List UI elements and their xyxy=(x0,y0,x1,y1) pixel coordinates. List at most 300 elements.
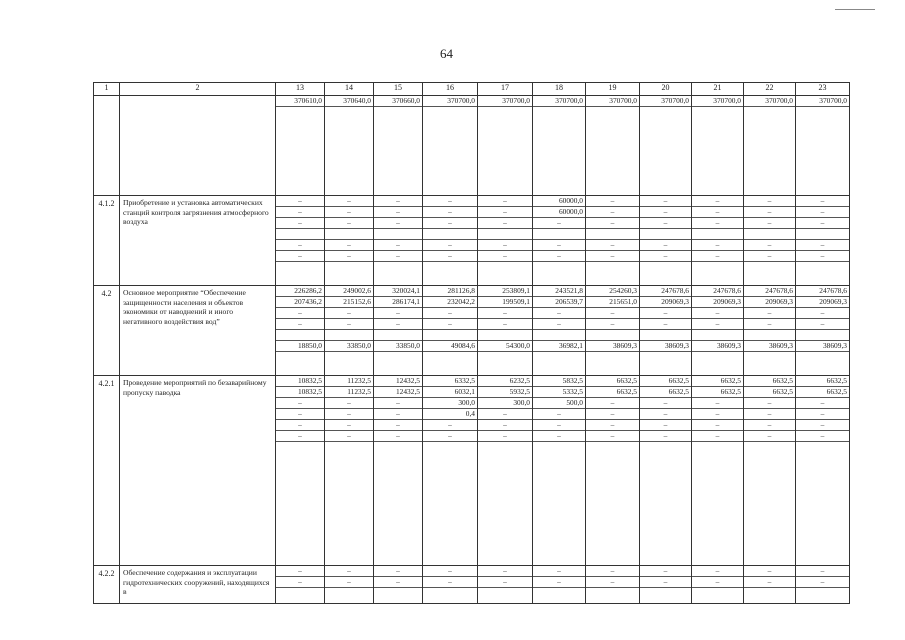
row-code xyxy=(94,96,120,196)
value-line: – xyxy=(586,409,639,420)
value-line: – xyxy=(533,240,585,251)
value-line: 209069,3 xyxy=(692,297,743,308)
value-line: – xyxy=(478,196,532,207)
value-line: – xyxy=(374,431,422,442)
value-cell xyxy=(533,96,586,196)
value-line: – xyxy=(586,577,639,588)
value-line: 6632,5 xyxy=(640,376,691,387)
value-line xyxy=(640,330,691,341)
value-line: – xyxy=(744,218,795,229)
value-cell xyxy=(640,376,692,566)
value-cell xyxy=(423,286,478,376)
value-line: 38609,3 xyxy=(692,341,743,352)
value-line: – xyxy=(276,218,324,229)
value-line: – xyxy=(744,420,795,431)
value-line: – xyxy=(325,207,373,218)
value-line: – xyxy=(325,218,373,229)
value-line: – xyxy=(423,218,477,229)
value-line xyxy=(796,330,849,341)
value-cell xyxy=(374,196,423,286)
value-line: – xyxy=(374,566,422,577)
value-cell xyxy=(586,376,640,566)
value-line: – xyxy=(276,566,324,577)
value-cell xyxy=(586,96,640,196)
value-line: – xyxy=(325,251,373,262)
value-cell xyxy=(325,376,374,566)
value-line: 0,4 xyxy=(423,409,477,420)
value-line: – xyxy=(533,431,585,442)
value-line: 320024,1 xyxy=(374,286,422,297)
value-line xyxy=(586,330,639,341)
value-line: – xyxy=(796,196,849,207)
value-cell xyxy=(586,286,640,376)
value-line: – xyxy=(640,196,691,207)
value-line: – xyxy=(325,431,373,442)
value-line: 5932,5 xyxy=(478,387,532,398)
value-line: – xyxy=(796,251,849,262)
value-line: 215152,6 xyxy=(325,297,373,308)
value-line: – xyxy=(325,566,373,577)
value-line: 243521,8 xyxy=(533,286,585,297)
value-cell xyxy=(374,96,423,196)
value-cell xyxy=(478,286,533,376)
value-line: 38609,3 xyxy=(640,341,691,352)
value-cell xyxy=(423,196,478,286)
value-line: – xyxy=(533,308,585,319)
value-line xyxy=(374,229,422,240)
value-line: 253809,1 xyxy=(478,286,532,297)
value-line: – xyxy=(423,577,477,588)
column-header: 19 xyxy=(586,83,640,96)
value-line xyxy=(640,229,691,240)
value-line: – xyxy=(586,420,639,431)
value-line: – xyxy=(325,420,373,431)
value-line: 199509,1 xyxy=(478,297,532,308)
value-line: – xyxy=(533,577,585,588)
value-line: – xyxy=(640,251,691,262)
value-line: 249002,6 xyxy=(325,286,373,297)
value-line: – xyxy=(744,207,795,218)
value-line: – xyxy=(744,308,795,319)
value-line: 254260,3 xyxy=(586,286,639,297)
row-code: 4.2 xyxy=(94,286,120,376)
budget-table xyxy=(93,82,850,604)
value-line: – xyxy=(276,251,324,262)
value-line: – xyxy=(423,207,477,218)
value-cell xyxy=(744,286,796,376)
value-line: 247678,6 xyxy=(692,286,743,297)
value-line: – xyxy=(374,207,422,218)
value-line: – xyxy=(533,218,585,229)
value-line: – xyxy=(586,566,639,577)
value-line: 38609,3 xyxy=(586,341,639,352)
value-cell xyxy=(796,566,850,604)
value-cell xyxy=(586,566,640,604)
value-line: 12432,5 xyxy=(374,387,422,398)
value-cell xyxy=(276,566,325,604)
value-line: 6232,5 xyxy=(478,376,532,387)
value-cell xyxy=(796,376,850,566)
value-line: 370700,0 xyxy=(744,96,795,107)
value-cell xyxy=(325,286,374,376)
value-line: – xyxy=(796,420,849,431)
value-line: 370660,0 xyxy=(374,96,422,107)
value-cell xyxy=(744,566,796,604)
row-name xyxy=(120,96,276,196)
column-header: 1 xyxy=(94,83,120,96)
value-line: – xyxy=(744,251,795,262)
value-line: – xyxy=(692,196,743,207)
value-line: 209069,3 xyxy=(640,297,691,308)
value-line: – xyxy=(478,577,532,588)
value-cell xyxy=(276,96,325,196)
value-line: – xyxy=(744,398,795,409)
value-line: – xyxy=(586,196,639,207)
value-line: – xyxy=(374,308,422,319)
column-header: 16 xyxy=(423,83,478,96)
value-line: 281126,8 xyxy=(423,286,477,297)
value-line: – xyxy=(374,577,422,588)
value-cell xyxy=(692,96,744,196)
column-header: 15 xyxy=(374,83,423,96)
value-cell xyxy=(796,286,850,376)
value-line: – xyxy=(640,409,691,420)
column-header: 20 xyxy=(640,83,692,96)
value-line: 206539,7 xyxy=(533,297,585,308)
value-cell xyxy=(325,96,374,196)
value-line: 6632,5 xyxy=(692,387,743,398)
value-line: – xyxy=(744,240,795,251)
value-line: – xyxy=(692,409,743,420)
value-line: 500,0 xyxy=(533,398,585,409)
value-line: – xyxy=(478,431,532,442)
value-cell xyxy=(325,566,374,604)
value-line: – xyxy=(744,566,795,577)
value-line: 370700,0 xyxy=(423,96,477,107)
value-line: 370700,0 xyxy=(478,96,532,107)
value-line: – xyxy=(478,207,532,218)
value-line xyxy=(744,229,795,240)
value-line xyxy=(533,330,585,341)
value-line: – xyxy=(692,218,743,229)
value-line xyxy=(374,330,422,341)
row-code: 4.2.2 xyxy=(94,566,120,604)
value-line: – xyxy=(374,319,422,330)
value-line: – xyxy=(325,409,373,420)
value-line: 10832,5 xyxy=(276,387,324,398)
value-line: – xyxy=(744,431,795,442)
value-line: – xyxy=(325,196,373,207)
value-line: – xyxy=(796,308,849,319)
row-name: Обеспечение содержания и эксплуатации гидротехнических сооружений, находящихся в xyxy=(120,566,276,604)
value-cell xyxy=(692,196,744,286)
scan-mark xyxy=(835,9,875,10)
value-line: – xyxy=(325,308,373,319)
value-line: – xyxy=(744,319,795,330)
value-line: – xyxy=(533,409,585,420)
value-line: 247678,6 xyxy=(640,286,691,297)
value-line: – xyxy=(423,420,477,431)
value-cell xyxy=(276,286,325,376)
value-line: – xyxy=(796,566,849,577)
value-line: 6632,5 xyxy=(586,387,639,398)
value-line: 38609,3 xyxy=(744,341,795,352)
value-line xyxy=(423,229,477,240)
table-row xyxy=(94,376,850,566)
value-line: – xyxy=(796,218,849,229)
value-line: – xyxy=(533,420,585,431)
value-line: – xyxy=(692,240,743,251)
column-header: 18 xyxy=(533,83,586,96)
value-line: – xyxy=(276,319,324,330)
value-line: 10832,5 xyxy=(276,376,324,387)
value-line: – xyxy=(692,398,743,409)
value-line: – xyxy=(423,240,477,251)
value-line: – xyxy=(640,308,691,319)
value-line: 209069,3 xyxy=(744,297,795,308)
value-line: – xyxy=(586,308,639,319)
value-cell xyxy=(533,566,586,604)
value-line xyxy=(692,330,743,341)
value-cell xyxy=(744,196,796,286)
value-line: 6632,5 xyxy=(796,376,849,387)
value-cell xyxy=(533,196,586,286)
value-line: 49084,6 xyxy=(423,341,477,352)
value-line: – xyxy=(586,240,639,251)
value-line: – xyxy=(478,218,532,229)
value-line: – xyxy=(640,577,691,588)
value-line: – xyxy=(586,251,639,262)
value-line: – xyxy=(276,420,324,431)
value-line: – xyxy=(423,566,477,577)
value-line: 60000,0 xyxy=(533,207,585,218)
value-line: – xyxy=(796,319,849,330)
value-line: 300,0 xyxy=(478,398,532,409)
value-line: – xyxy=(796,409,849,420)
value-line: – xyxy=(640,431,691,442)
value-line: – xyxy=(423,196,477,207)
value-line: – xyxy=(325,240,373,251)
value-line: – xyxy=(478,566,532,577)
value-line xyxy=(796,229,849,240)
value-line: – xyxy=(478,308,532,319)
value-cell xyxy=(640,196,692,286)
value-cell xyxy=(640,96,692,196)
value-line: 33850,0 xyxy=(374,341,422,352)
value-line: – xyxy=(276,308,324,319)
value-line: – xyxy=(640,240,691,251)
value-line: – xyxy=(423,251,477,262)
value-line: 209069,3 xyxy=(796,297,849,308)
table-row xyxy=(94,286,850,376)
value-line xyxy=(325,229,373,240)
value-line: 33850,0 xyxy=(325,341,373,352)
value-line xyxy=(744,330,795,341)
value-line: 6632,5 xyxy=(744,376,795,387)
value-line: 300,0 xyxy=(423,398,477,409)
value-cell xyxy=(276,376,325,566)
value-line: – xyxy=(533,251,585,262)
value-line: 286174,1 xyxy=(374,297,422,308)
value-cell xyxy=(692,566,744,604)
value-line: 370640,0 xyxy=(325,96,373,107)
page-number: 64 xyxy=(440,46,453,61)
value-line: – xyxy=(478,420,532,431)
value-line: – xyxy=(276,196,324,207)
value-line: 6632,5 xyxy=(692,376,743,387)
value-line xyxy=(478,229,532,240)
value-line: 232042,2 xyxy=(423,297,477,308)
value-cell xyxy=(744,96,796,196)
value-cell xyxy=(478,376,533,566)
value-line: – xyxy=(533,319,585,330)
value-line: 6632,5 xyxy=(640,387,691,398)
header-row xyxy=(94,83,850,96)
value-line: – xyxy=(692,319,743,330)
column-header: 22 xyxy=(744,83,796,96)
value-line: – xyxy=(586,207,639,218)
value-line: – xyxy=(276,431,324,442)
value-line: – xyxy=(374,240,422,251)
value-line: – xyxy=(692,577,743,588)
value-line xyxy=(533,229,585,240)
value-line: – xyxy=(586,218,639,229)
value-line: – xyxy=(692,251,743,262)
column-header: 13 xyxy=(276,83,325,96)
value-cell xyxy=(692,376,744,566)
value-line: 370700,0 xyxy=(586,96,639,107)
value-line: 226286,2 xyxy=(276,286,324,297)
value-line: 370700,0 xyxy=(796,96,849,107)
value-line xyxy=(423,330,477,341)
value-cell xyxy=(533,376,586,566)
value-line: – xyxy=(744,577,795,588)
row-code: 4.2.1 xyxy=(94,376,120,566)
value-line: 36982,1 xyxy=(533,341,585,352)
value-line: 370610,0 xyxy=(276,96,324,107)
value-line: – xyxy=(640,218,691,229)
value-line: 247678,6 xyxy=(796,286,849,297)
value-line: – xyxy=(374,218,422,229)
value-line: – xyxy=(744,409,795,420)
value-line: 6632,5 xyxy=(586,376,639,387)
value-cell xyxy=(374,376,423,566)
row-name: Приобретение и установка автоматических станций контроля загрязнения атмосферного воздуха xyxy=(120,196,276,286)
value-line: 38609,3 xyxy=(796,341,849,352)
value-line: – xyxy=(692,308,743,319)
value-line: 5832,5 xyxy=(533,376,585,387)
value-line: – xyxy=(423,319,477,330)
value-line: – xyxy=(640,566,691,577)
value-line: 370700,0 xyxy=(692,96,743,107)
value-line: – xyxy=(478,251,532,262)
value-line: 54300,0 xyxy=(478,341,532,352)
row-code: 4.1.2 xyxy=(94,196,120,286)
value-line: 370700,0 xyxy=(533,96,585,107)
table-row xyxy=(94,566,850,604)
value-cell xyxy=(325,196,374,286)
column-header: 23 xyxy=(796,83,850,96)
value-cell xyxy=(423,566,478,604)
value-cell xyxy=(423,376,478,566)
value-cell xyxy=(276,196,325,286)
value-line: – xyxy=(374,420,422,431)
value-line: – xyxy=(374,196,422,207)
value-line: 6632,5 xyxy=(744,387,795,398)
value-line: 215651,0 xyxy=(586,297,639,308)
value-line: – xyxy=(640,207,691,218)
value-line xyxy=(692,229,743,240)
value-line: – xyxy=(692,566,743,577)
value-line: 11232,5 xyxy=(325,376,373,387)
value-line: – xyxy=(374,398,422,409)
value-line: – xyxy=(640,398,691,409)
value-line: – xyxy=(796,398,849,409)
value-cell xyxy=(533,286,586,376)
value-line: – xyxy=(276,240,324,251)
value-line: – xyxy=(586,319,639,330)
value-line: – xyxy=(640,420,691,431)
value-cell xyxy=(586,196,640,286)
value-cell xyxy=(478,196,533,286)
value-cell xyxy=(744,376,796,566)
value-cell xyxy=(478,566,533,604)
value-cell xyxy=(374,566,423,604)
value-line xyxy=(276,330,324,341)
value-line: – xyxy=(640,319,691,330)
column-header: 14 xyxy=(325,83,374,96)
value-line: 12432,5 xyxy=(374,376,422,387)
column-header: 21 xyxy=(692,83,744,96)
column-header: 2 xyxy=(120,83,276,96)
value-line: – xyxy=(478,240,532,251)
value-line: 207436,2 xyxy=(276,297,324,308)
value-line: 6632,5 xyxy=(796,387,849,398)
table-row xyxy=(94,96,850,196)
value-line: 247678,6 xyxy=(744,286,795,297)
value-line: – xyxy=(796,431,849,442)
value-line: – xyxy=(586,431,639,442)
value-line: – xyxy=(796,240,849,251)
value-line: – xyxy=(586,398,639,409)
row-name: Основное мероприятие “Обеспечение защищенности населения и объектов экономики от наводнений и иного негативного воздействия вод” xyxy=(120,286,276,376)
value-line: 11232,5 xyxy=(325,387,373,398)
value-line: – xyxy=(796,207,849,218)
value-line: – xyxy=(796,577,849,588)
value-line: 370700,0 xyxy=(640,96,691,107)
value-line: – xyxy=(478,409,532,420)
value-line: 6332,5 xyxy=(423,376,477,387)
value-cell xyxy=(796,96,850,196)
column-header: 17 xyxy=(478,83,533,96)
value-line: – xyxy=(325,577,373,588)
value-line: 6032,1 xyxy=(423,387,477,398)
value-line: – xyxy=(276,577,324,588)
table-row xyxy=(94,196,850,286)
value-line: – xyxy=(276,409,324,420)
value-line: – xyxy=(374,409,422,420)
value-line: – xyxy=(325,398,373,409)
value-line: 5332,5 xyxy=(533,387,585,398)
value-line xyxy=(586,229,639,240)
value-cell xyxy=(640,286,692,376)
value-line: – xyxy=(276,398,324,409)
value-line: – xyxy=(692,420,743,431)
value-line: – xyxy=(692,431,743,442)
value-line xyxy=(325,330,373,341)
value-cell xyxy=(478,96,533,196)
value-line: 60000,0 xyxy=(533,196,585,207)
